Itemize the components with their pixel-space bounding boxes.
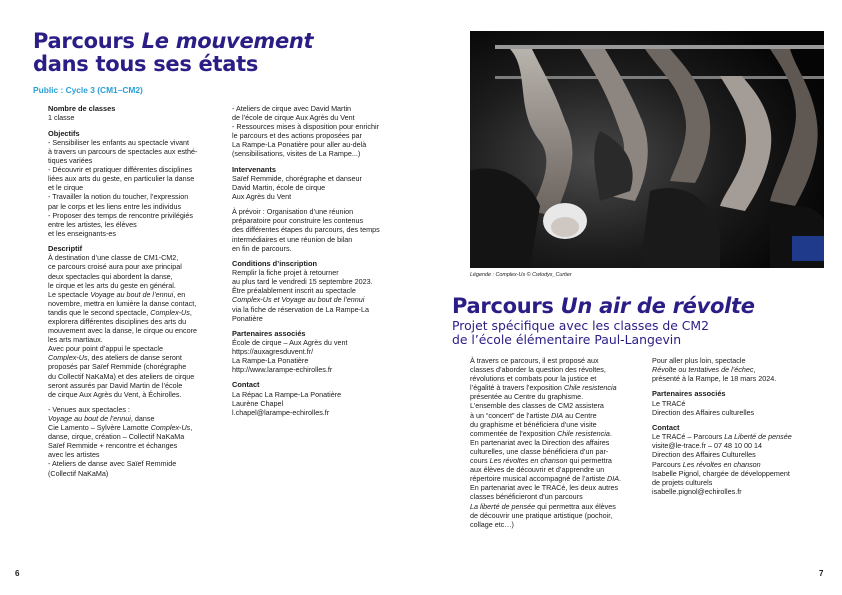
text-line: tandis que le second spectacle, Complex-Us, [48, 307, 192, 317]
text-line: Direction des Affaires Culturelles [652, 450, 756, 460]
text-line: - Ressources mises à disposition pour enrichir [232, 122, 380, 132]
text-line: le cirque et les arts du geste en général. [48, 280, 176, 290]
text-line: - Sensibiliser les enfants au spectacle vivant [48, 137, 190, 147]
text-line: danse, cirque, création – Collectif NaKaMa [48, 432, 185, 442]
text-line: cours Les révoltes en chanson qui permettra [470, 456, 612, 466]
contact-heading: Contact [232, 380, 260, 390]
aller-plus-loin [652, 356, 830, 383]
acrobats-photo [470, 31, 824, 268]
text-line: visite@le-trace.fr – 07 48 10 00 14 [652, 441, 762, 451]
text-line: Remplir la fiche projet à retourner [232, 268, 339, 278]
text-line: des différentes étapes du parcours, des temps [232, 225, 380, 235]
text-line: Complex-Us et Voyage au bout de l’ennui [232, 295, 365, 305]
right-contact-list [652, 432, 830, 496]
right-column-2 [652, 356, 830, 496]
right-subtitle-line2: de l’école élémentaire Paul-Langevin [452, 331, 682, 347]
text-line: - Proposer des temps de rencontre privilégiés [48, 210, 194, 220]
text-line: (Collectif NaKaMa) [48, 468, 109, 478]
acrobats-photo-icon [470, 31, 824, 268]
text-line: révolutions et combats pour la justice et [470, 374, 597, 384]
text-line: aux élèves de découvrir et d’apprendre un [470, 465, 605, 475]
text-line: https://auxagresduvent.fr/ [232, 347, 314, 357]
text-line: au plus tard le vendredi 15 septembre 2023. [232, 277, 373, 287]
text-line: du Collectif NaKaMa) et des ateliers de cirque [48, 371, 195, 381]
text-line: Le TRACé [652, 398, 686, 408]
descriptif-text [48, 253, 223, 399]
text-line: Être préalablement inscrit au spectacle [232, 286, 356, 296]
intervenants-list [232, 174, 412, 201]
text-line: Isabelle Pignol, chargée de développement [652, 468, 790, 478]
objectifs-list [48, 138, 223, 238]
text-line: proposés par Saïef Remmide (chorégraphe [48, 362, 187, 372]
text-line: En partenariat avec le TRACé, les deux autres [470, 483, 619, 493]
text-line: présenté à la Rampe, le 18 mars 2024. [652, 374, 777, 384]
text-line: et le cirque [48, 183, 84, 193]
text-line: liées aux arts du geste, en particulier la danse [48, 174, 195, 184]
text-line: - Découvrir et pratiquer différentes disciplines [48, 165, 193, 175]
text-line: Saïef Remmide, chorégraphe et danseur [232, 173, 362, 183]
left-title-line1: Parcours Le mouvement [33, 29, 314, 53]
text-line: David Martin, école de cirque [232, 183, 326, 193]
page-number-right: 7 [819, 569, 824, 578]
text-line: Laurène Chapel [232, 398, 284, 408]
text-line: Direction des Affaires culturelles [652, 407, 755, 417]
partenaires-list [232, 338, 412, 374]
text-line: Ponatière [232, 313, 263, 323]
text-line: avec les artistes [48, 450, 100, 460]
text-line: Le TRACé – Parcours La Liberté de pensée [652, 432, 792, 442]
text-line: entre les artistes, les élèves [48, 219, 137, 229]
right-contact-heading: Contact [652, 422, 680, 432]
text-line: présentée au Centre du graphisme. [470, 392, 584, 402]
text-line: le parcours et des actions proposées par [232, 131, 362, 141]
text-line: de l’école de cirque Aux Agrès du Vent [232, 113, 355, 123]
text-line: La Rampe-La Ponatière pour aller au-delà [232, 140, 367, 150]
text-line: par le corps et les liens entre les individus [48, 201, 182, 211]
text-line: répertoire musical accompagné de l’artiste DIA. [470, 474, 622, 484]
text-line: via la fiche de réservation de La Rampe-La [232, 304, 370, 314]
text-line: commentée de l’exposition Chile resistencia. [470, 428, 612, 438]
text-line: (sensibilisations, visites de La Rampe...) [232, 149, 361, 159]
objectifs-heading: Objectifs [48, 128, 80, 138]
right-subtitle-line1: Projet spécifique avec les classes de CM2 [452, 318, 709, 333]
text-line: de projets culturels [652, 477, 713, 487]
ateliers-list [232, 104, 412, 159]
nombre-text: 1 classe [48, 113, 75, 123]
text-line: Aux Agrès du Vent [232, 192, 292, 202]
intervenants-heading: Intervenants [232, 164, 276, 174]
contact-list [232, 390, 412, 417]
text-line: Voyage au bout de l’ennui, danse [48, 413, 155, 423]
aprevoir-text [232, 207, 412, 252]
text-line: explorera différentes disciplines des arts du [48, 317, 187, 326]
text-line: l’égalité à travers l’exposition Chile resistencia [470, 383, 617, 393]
venues-list [48, 405, 223, 478]
left-column-1 [48, 104, 223, 478]
revolte-description [470, 356, 648, 529]
text-line: École de cirque – Aux Agrès du vent [232, 338, 348, 348]
text-line: - Ateliers de cirque avec David Martin [232, 104, 352, 113]
text-line: Complex-Us, des ateliers de danse seront [48, 353, 182, 363]
right-title: Parcours Un air de révolte [452, 294, 755, 318]
text-line: Révolte ou tentatives de l’échec, [652, 365, 756, 375]
text-line: - Ateliers de danse avec Saïef Remmide [48, 459, 177, 469]
photo-caption: Légende : Complex-Us © Cwlodys_Curtier [470, 272, 572, 278]
text-line: à travers un parcours de spectacles aux esthé- [48, 147, 198, 156]
text-line: de découvrir une pratique artistique (pochoir, [470, 510, 613, 520]
right-subtitle [452, 319, 709, 346]
text-line: culturelles, une classe bénéficiera d’un par- [470, 446, 609, 456]
text-line: collage etc…) [470, 519, 514, 529]
left-column-2 [232, 104, 412, 417]
text-line: tiques variées [48, 156, 93, 166]
text-line: À travers ce parcours, il est proposé aux [470, 356, 599, 365]
text-line: Pour aller plus loin, spectacle [652, 356, 746, 365]
text-line: La Rampe-La Ponatière [232, 356, 309, 366]
right-partenaires-list [652, 399, 830, 417]
right-partenaires-heading: Partenaires associés [652, 389, 726, 399]
text-line: classes bénéficieront d’un parcours [470, 492, 583, 502]
text-line: La liberté de pensée qui permettra aux élèves [470, 501, 616, 511]
text-line: - Travailler la notion du toucher, l’expression [48, 192, 189, 202]
right-column-1 [470, 356, 648, 529]
text-line: À destination d’une classe de CM1-CM2, [48, 253, 179, 263]
text-line: classes d’aborder la question des révoltes, [470, 365, 606, 375]
text-line: les arts martiaux. [48, 335, 103, 345]
text-line: et les enseignants-es [48, 228, 116, 238]
conditions-heading: Conditions d’inscription [232, 258, 317, 268]
text-line: isabelle.pignol@echirolles.fr [652, 486, 742, 496]
text-line: Cie Lamento – Sylvère Lamotte Complex-Us, [48, 423, 193, 433]
page-number-left: 6 [15, 569, 20, 578]
text-line: en fin de parcours. [232, 243, 292, 253]
text-line: du graphisme et bénéficiera d’une visite [470, 419, 597, 429]
text-line: préparatoire pour construire les contenus [232, 216, 364, 226]
nombre-heading: Nombre de classes [48, 104, 116, 113]
text-line: à un “concert” de l’artiste DIA au Centre [470, 410, 597, 420]
partenaires-heading: Partenaires associés [232, 328, 306, 338]
left-title-line2: dans tous ses états [33, 52, 259, 76]
text-line: Parcours Les révoltes en chanson [652, 459, 761, 469]
left-title [33, 31, 313, 75]
text-line: L’ensemble des classes de CM2 assistera [470, 401, 604, 411]
text-line: novembre, mettra en lumière la danse contact, [48, 298, 197, 308]
conditions-text [232, 268, 412, 323]
text-line: ce parcours croisé aura pour axe principal [48, 262, 182, 272]
text-line: seront assurés par David Martin de l’école [48, 380, 183, 390]
text-line: En partenariat avec la Direction des affaires [470, 437, 610, 447]
text-line: http://www.larampe-echirolles.fr [232, 365, 333, 375]
text-line: deux spectacles qui abordent la danse, [48, 271, 173, 281]
text-line: l.chapel@larampe-echirolles.fr [232, 408, 330, 418]
text-line: Saïef Remmide + rencontre et échanges [48, 441, 178, 451]
text-line: intermédiaires et une réunion de bilan [232, 234, 353, 244]
text-line: À prévoir : Organisation d’une réunion [232, 207, 354, 217]
text-line: - Venues aux spectacles : [48, 404, 130, 414]
text-line: Avec pour point d’appui le spectacle [48, 344, 163, 354]
descriptif-heading: Descriptif [48, 243, 83, 253]
text-line: mouvement avec la danse, le cirque ou encore [48, 326, 198, 336]
text-line: de cirque Aux Agrès du Vent, à Échirolles. [48, 389, 182, 399]
public-label: Public : Cycle 3 (CM1–CM2) [33, 85, 143, 95]
text-line: La Répac La Rampe-La Ponatière [232, 389, 342, 399]
text-line: Le spectacle Voyage au bout de l’ennui, en [48, 289, 186, 299]
